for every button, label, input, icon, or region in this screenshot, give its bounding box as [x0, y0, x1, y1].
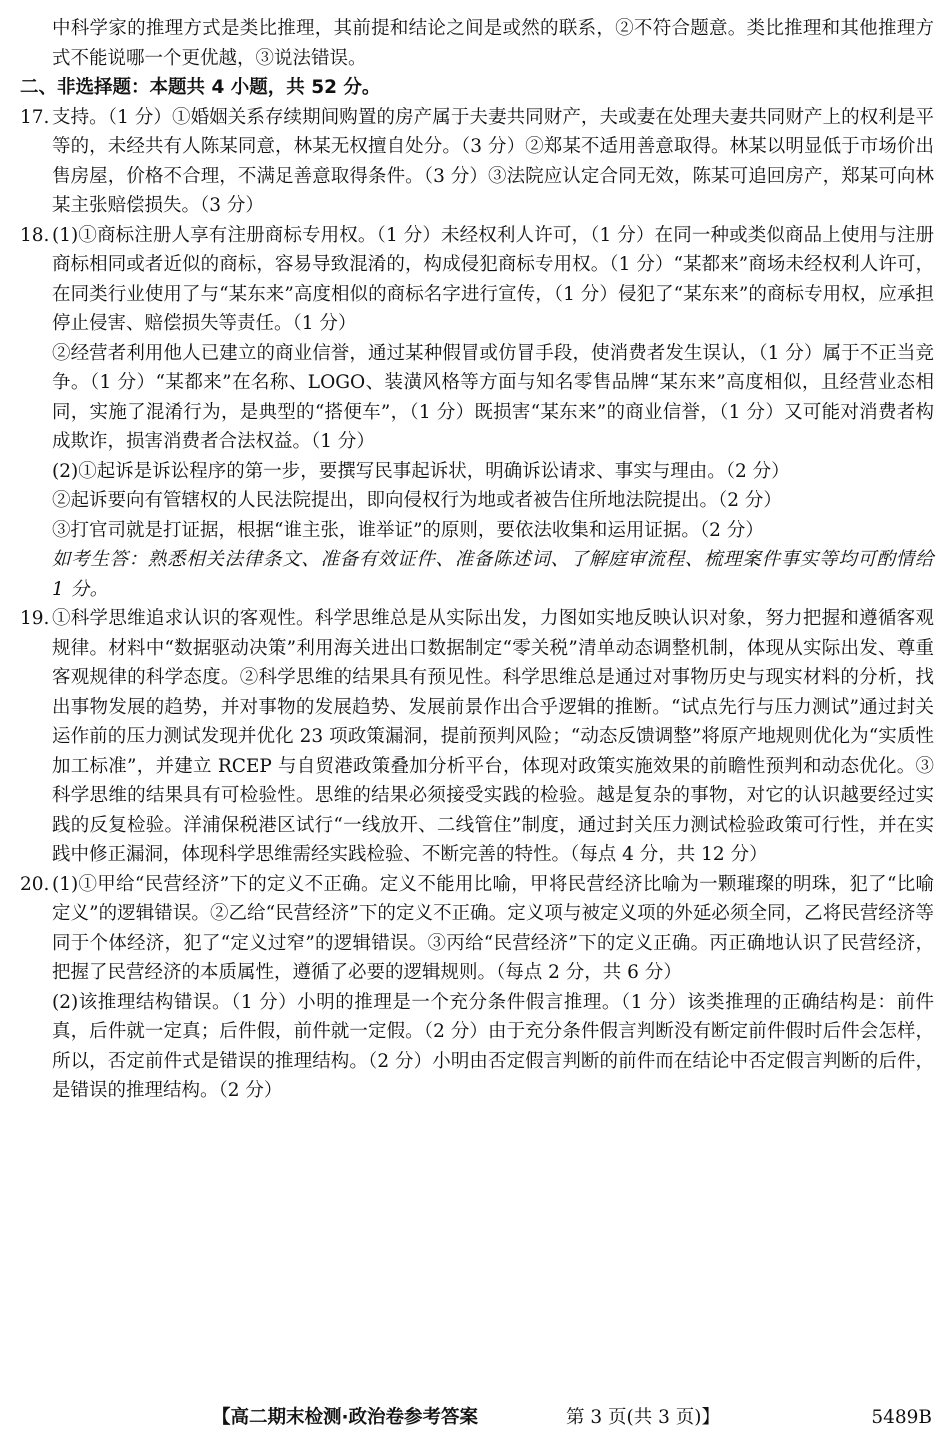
answer-content	[20, 14, 934, 1106]
question-20	[20, 870, 934, 1106]
question-20-answer	[52, 870, 934, 1106]
question-17-answer	[52, 103, 934, 221]
question-number: 17.	[20, 106, 50, 128]
question-18-answer	[52, 221, 934, 605]
page-footer	[0, 1402, 950, 1434]
question-number: 18.	[20, 224, 50, 246]
question-19-answer	[52, 604, 934, 870]
footer-code: 5489B	[871, 1407, 932, 1428]
answer-paragraph: ③打官司就是打证据，根据“谁主张，谁举证”的原则，要依法收集和运用证据。（2 分）	[52, 519, 764, 541]
answer-paragraph: (2)该推理结构错误。（1 分）小明的推理是一个充分条件假言推理。（1 分）该类推理的正确结构是：前件真，后件就一定真；后件假，前件就一定假。（2 分）由于充分条件假言判断没有断定前件假时后件会怎样，所以，否定前件式是错误的推理结构。（2 分）小明由否定假言判断的前件而在结论中否定假言判断的后件，是错误的推理结构。（2 分）	[52, 991, 934, 1101]
answer-paragraph: ①科学思维追求认识的客观性。科学思维总是从实际出发，力图如实地反映认识对象，努力把握和遵循客观规律。材料中“数据驱动决策”利用海关进出口数据制定“零关税”清单动态调整机制，体现从实际出发、尊重客观规律的科学态度。②科学思维的结果具有预见性。科学思维总是通过对事物历史与现实材料的分析，找出事物发展的趋势，并对事物的发展趋势、发展前景作出合乎逻辑的推断。“试点先行与压力测试”通过封关运作前的压力测试发现并优化 23 项政策漏洞，提前预判风险；“动态反馈调整”将原产地规则优化为“实质性加工标准”，并建立 RCEP 与自贸港政策叠加分析平台，体现对政策实施效果的前瞻性预判和动态优化。③科学思维的结果具有可检验性。思维的结果必须接受实践的检验。越是复杂的事物，对它的认识越要经过实践的反复检验。洋浦保税港区试行“一线放开、二线管住”制度，通过封关压力测试检验政策可行性，并在实践中修正漏洞，体现科学思维需经实践检验、不断完善的特性。（每点 4 分，共 12 分）	[52, 608, 934, 865]
answer-paragraph: ②经营者利用他人已建立的商业信誉，通过某种假冒或仿冒手段，使消费者发生误认，（1 分）属于不正当竞争。（1 分）“某都来”在名称、LOGO、装潢风格等方面与知名零售品牌“某东来”高度相似，且经营业态相同，实施了混淆行为，是典型的“搭便车”，（1 分）既损害“某东来”的商业信誉，（1 分）又可能对消费者构成欺诈，损害消费者合法权益。（1 分）	[52, 342, 934, 452]
question-number: 19.	[20, 608, 50, 629]
answer-paragraph: (2)①起诉是诉讼程序的第一步，要撰写民事起诉状，明确诉讼请求、事实与理由。（2 分）	[52, 460, 790, 482]
footer-title: 【高二期末检测·政治卷参考答案	[212, 1407, 479, 1428]
section-heading: 二、非选择题：本题共 4 小题，共 52 分。	[20, 77, 381, 98]
intro-continuation: 中科学家的推理方式是类比推理，其前提和结论之间是或然的联系，②不符合题意。类比推理和其他推理方式不能说哪一个更优越，③说法错误。	[52, 18, 934, 69]
grading-note: 如考生答：熟悉相关法律条文、准备有效证件、准备陈述词、了解庭审流程、梳理案件事实等均可酌情给 1 分。	[52, 549, 934, 600]
question-number: 20.	[20, 873, 50, 895]
answer-paragraph: ②起诉要向有管辖权的人民法院提出，即向侵权行为地或者被告住所地法院提出。（2 分）	[52, 490, 782, 511]
question-19	[20, 604, 934, 870]
question-17	[20, 103, 934, 221]
answer-paragraph: 支持。（1 分）①婚姻关系存续期间购置的房产属于夫妻共同财产，夫或妻在处理夫妻共同财产上的权利是平等的，未经共有人陈某同意，林某无权擅自处分。（3 分）②郑某不适用善意取得。林某以明显低于市场价出售房屋，价格不合理，不满足善意取得条件。（3 分）③法院应认定合同无效，陈某可追回房产，郑某可向林某主张赔偿损失。（3 分）	[52, 106, 934, 216]
answer-paragraph: (1)①商标注册人享有注册商标专用权。（1 分）未经权利人许可，（1 分）在同一种或类似商品上使用与注册商标相同或者近似的商标，容易导致混淆的，构成侵犯商标专用权。（1 分）“某都来”商场未经权利人许可，在同类行业使用了与“某东来”高度相似的商标名字进行宣传，（1 分）侵犯了“某东来”的商标专用权，应承担停止侵害、赔偿损失等责任。（1 分）	[52, 224, 934, 334]
footer-page-number: 第 3 页(共 3 页)】	[566, 1407, 720, 1428]
question-18	[20, 221, 934, 605]
answer-paragraph: (1)①甲给“民营经济”下的定义不正确。定义不能用比喻，甲将民营经济比喻为一颗璀璨的明珠，犯了“比喻定义”的逻辑错误。②乙给“民营经济”下的定义不正确。定义项与被定义项的外延必须全同，乙将民营经济等同于个体经济，犯了“定义过窄”的逻辑错误。③丙给“民营经济”下的定义正确。丙正确地认识了民营经济，把握了民营经济的本质属性，遵循了必要的逻辑规则。（每点 2 分，共 6 分）	[52, 873, 934, 983]
